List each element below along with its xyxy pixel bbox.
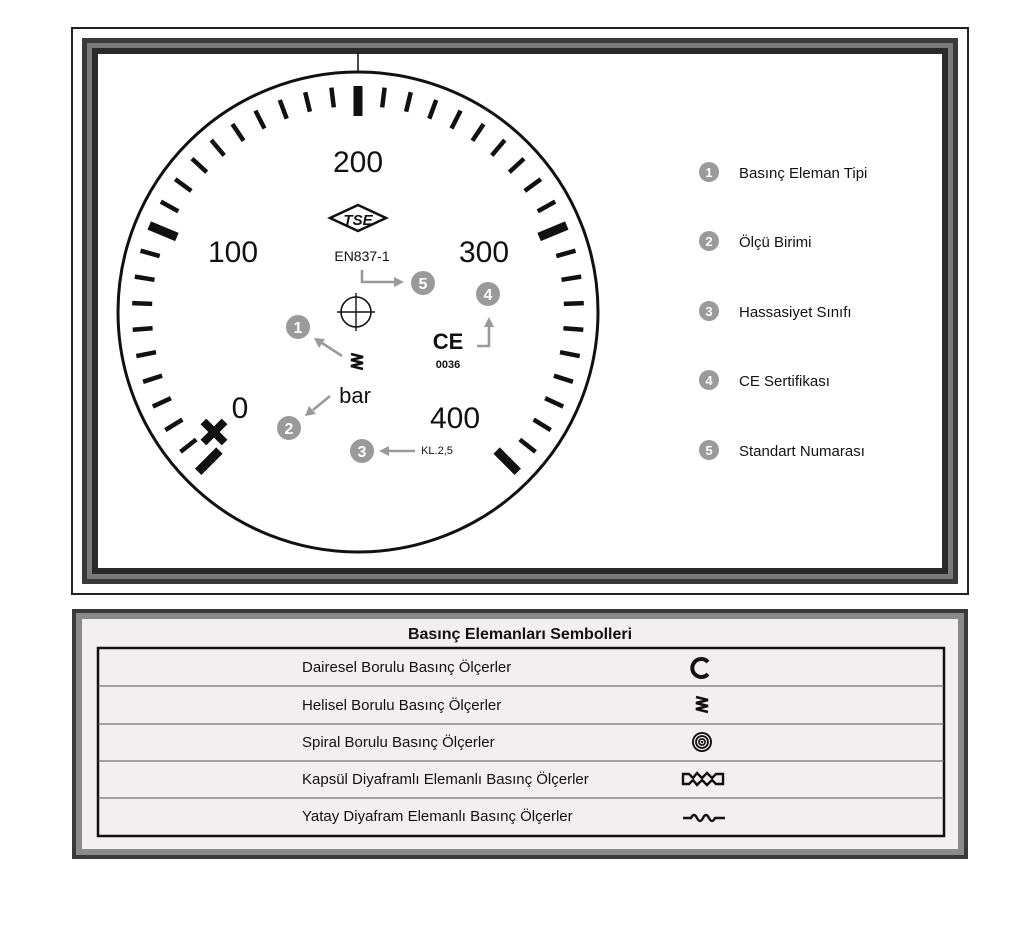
legend-label: Hassasiyet Sınıfı xyxy=(739,304,852,321)
svg-text:3: 3 xyxy=(357,444,367,461)
legend-item-2 xyxy=(699,231,812,251)
legend-label: Basınç Eleman Tipi xyxy=(739,165,868,182)
callout-3 xyxy=(350,439,374,463)
minor-tick xyxy=(382,88,384,108)
scale-label-0: 0 xyxy=(231,392,249,425)
callout-4 xyxy=(476,282,500,306)
scale-label-400: 400 xyxy=(429,402,481,435)
spiral-tube-icon xyxy=(692,732,712,752)
minor-tick xyxy=(135,277,155,280)
symbols-table-panel xyxy=(71,608,969,860)
standard-number: EN837-1 xyxy=(334,248,390,264)
legend-label: Standart Numarası xyxy=(739,443,865,460)
minor-tick xyxy=(133,328,153,330)
row-label: Kapsül Diyaframlı Elemanlı Basınç Ölçerler xyxy=(302,771,589,788)
svg-text:4: 4 xyxy=(483,287,493,304)
svg-text:1: 1 xyxy=(293,320,303,337)
svg-text:1: 1 xyxy=(705,165,713,180)
ce-mark: CE xyxy=(432,329,464,354)
svg-text:TSE: TSE xyxy=(343,212,373,229)
row-label: Yatay Diyafram Elemanlı Basınç Ölçerler xyxy=(302,808,573,825)
gauge-panel xyxy=(71,27,969,595)
minor-tick xyxy=(564,303,584,304)
legend-label: CE Sertifikası xyxy=(739,373,830,390)
svg-text:2: 2 xyxy=(284,421,294,438)
callout-1 xyxy=(286,315,310,339)
table-title: Basınç Elemanları Sembolleri xyxy=(407,626,633,643)
row-label: Dairesel Borulu Basınç Ölçerler xyxy=(302,659,512,676)
minor-tick xyxy=(563,328,583,330)
scale-label-300: 300 xyxy=(458,236,510,269)
row-label: Helisel Borulu Basınç Ölçerler xyxy=(302,697,502,714)
svg-text:2: 2 xyxy=(705,234,713,249)
minor-tick xyxy=(331,88,333,108)
minor-tick xyxy=(562,277,582,280)
svg-text:5: 5 xyxy=(418,276,428,293)
scale-label-100: 100 xyxy=(207,236,259,269)
legend-label: Ölçü Birimi xyxy=(739,234,812,251)
row-label: Spiral Borulu Basınç Ölçerler xyxy=(302,734,495,751)
svg-text:5: 5 xyxy=(705,443,713,458)
callout-2 xyxy=(277,416,301,440)
unit-label: bar xyxy=(339,383,371,408)
accuracy-class: KL.2,5 xyxy=(421,445,453,457)
svg-text:4: 4 xyxy=(705,373,713,388)
minor-tick xyxy=(132,303,152,304)
ce-number: 0036 xyxy=(435,359,461,371)
callout-5 xyxy=(411,271,435,295)
scale-label-200: 200 xyxy=(332,146,384,179)
svg-text:3: 3 xyxy=(705,304,713,319)
